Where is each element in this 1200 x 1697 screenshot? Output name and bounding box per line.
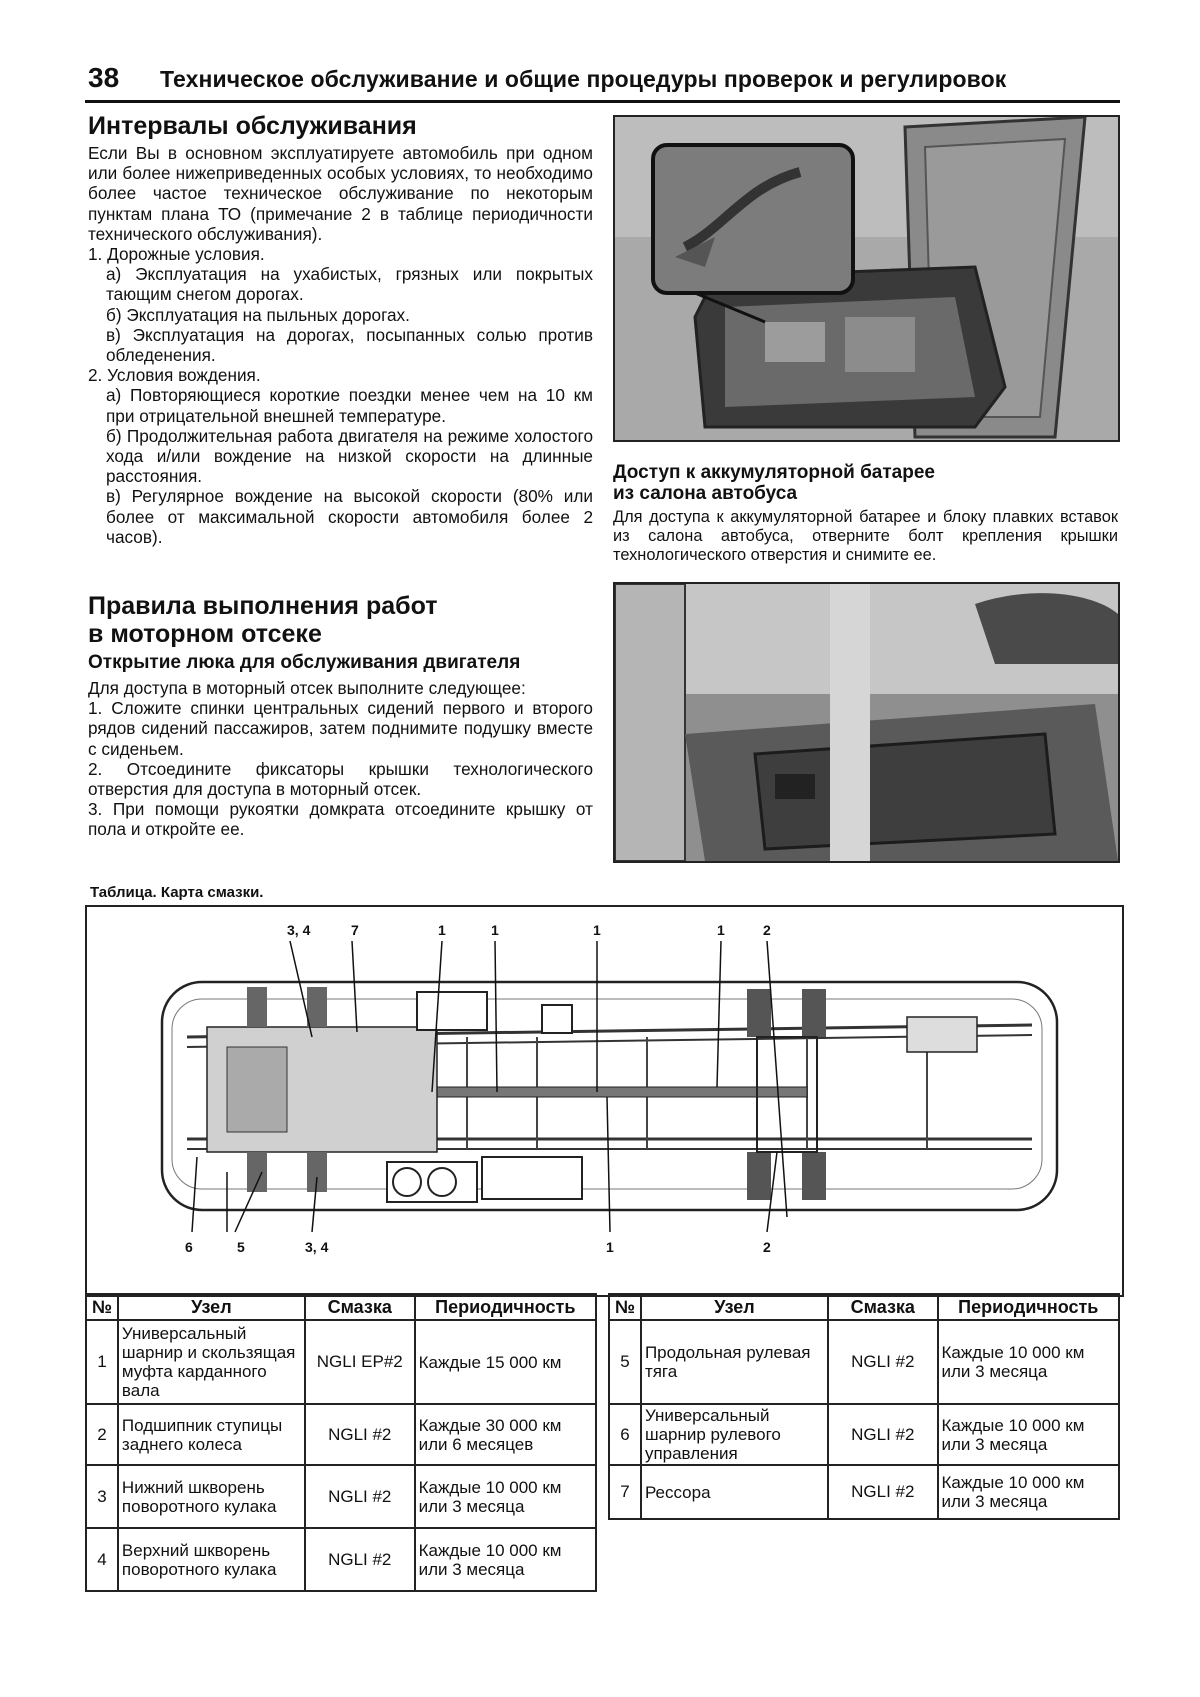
section-title-line2: в моторном отсеке: [88, 620, 322, 648]
row-number: 2: [86, 1404, 118, 1465]
driving-conditions-title: 2. Условия вождения.: [88, 365, 261, 386]
lube-table-left-header: [86, 1294, 596, 1320]
diagram-label-bottom-5: 5: [237, 1239, 245, 1255]
diagram-label-top-1a: 1: [438, 922, 446, 938]
table-row: [609, 1465, 1119, 1519]
driving-condition-c: в) Регулярное вождение на высокой скорости (80% или более от максимальной скорости автомобиля более 2 часов).: [106, 486, 593, 547]
row-period: Каждые 10 000 км или 3 месяца: [938, 1465, 1120, 1519]
col-header-period: Периодичность: [415, 1294, 596, 1320]
table-row: [609, 1404, 1119, 1465]
battery-access-illustration: [615, 584, 1118, 861]
row-period: Каждые 10 000 км или 3 месяца: [938, 1320, 1120, 1404]
lubrication-map-diagram: [85, 905, 1124, 1297]
row-lube: NGLI #2: [828, 1404, 937, 1465]
row-node: Верхний шкворень поворотного кулака: [118, 1528, 305, 1591]
section-title-intervals: Интервалы обслуживания: [88, 112, 417, 140]
header-rule: [85, 100, 1120, 103]
road-conditions-title: 1. Дорожные условия.: [88, 244, 265, 265]
col-header-period: Периодичность: [938, 1294, 1120, 1320]
battery-access-title: [613, 462, 935, 504]
engine-hatch-illustration: [615, 117, 1118, 440]
row-number: 1: [86, 1320, 118, 1404]
diagram-label-bottom-2: 2: [763, 1239, 771, 1255]
row-node: Рессора: [641, 1465, 828, 1519]
col-header-number: №: [609, 1294, 641, 1320]
lube-table-right-header: [609, 1294, 1119, 1320]
diagram-label-bottom-34: 3, 4: [305, 1239, 329, 1255]
road-condition-a: а) Эксплуатация на ухабистых, грязных или покрытых тающим снегом дорогах.: [106, 264, 593, 305]
row-number: 3: [86, 1465, 118, 1528]
section-title-engine-bay: [88, 592, 437, 648]
row-number: 5: [609, 1320, 641, 1404]
diagram-label-bottom-6: 6: [185, 1239, 193, 1255]
diagram-label-top-1d: 1: [717, 922, 725, 938]
col-header-number: №: [86, 1294, 118, 1320]
driving-condition-b: б) Продолжительная работа двигателя на режиме холостого хода и/или вождение на низкой скорости на длинные расстояния.: [106, 425, 593, 487]
driving-condition-a: а) Повторяющиеся короткие поездки менее чем на 10 км при отрицательной внешней температуре.: [106, 385, 593, 426]
row-lube: NGLI #2: [305, 1404, 415, 1465]
table-row: [86, 1465, 596, 1528]
row-lube: NGLI #2: [305, 1528, 415, 1591]
row-node: Универсальный шарнир рулевого управления: [641, 1404, 828, 1465]
road-condition-b: б) Эксплуатация на пыльных дорогах.: [106, 304, 410, 325]
diagram-label-top-7: 7: [351, 922, 359, 938]
table-row: [86, 1404, 596, 1465]
col-header-lube: Смазка: [828, 1294, 937, 1320]
diagram-label-top-1c: 1: [593, 922, 601, 938]
row-period: Каждые 15 000 км: [415, 1320, 596, 1404]
chassis-schematic: [87, 907, 1118, 1291]
engine-hatch-step-3: 3. При помощи рукоятки домкрата отсоедините крышку от пола и откройте ее.: [88, 799, 593, 840]
engine-hatch-step-2: 2. Отсоедините фиксаторы крышки технологического отверстия для доступа в моторный отсек.: [88, 758, 593, 800]
row-lube: NGLI EP#2: [305, 1320, 415, 1404]
road-condition-c: в) Эксплуатация на дорогах, посыпанных солью против обледенения.: [106, 324, 593, 366]
diagram-label-top-1b: 1: [491, 922, 499, 938]
row-lube: NGLI #2: [828, 1465, 937, 1519]
lube-table-left: [85, 1293, 597, 1592]
row-period: Каждые 10 000 км или 3 месяца: [938, 1404, 1120, 1465]
diagram-label-top-2: 2: [763, 922, 771, 938]
table-row: [86, 1320, 596, 1404]
row-node: Нижний шкворень поворотного кулака: [118, 1465, 305, 1528]
col-header-lube: Смазка: [305, 1294, 415, 1320]
section-title-line1: Правила выполнения работ: [88, 592, 438, 620]
row-node: Универсальный шарнир и скользящая муфта карданного вала: [118, 1320, 305, 1404]
row-lube: NGLI #2: [828, 1320, 937, 1404]
row-node: Подшипник ступицы заднего колеса: [118, 1404, 305, 1465]
col-header-node: Узел: [118, 1294, 305, 1320]
table-caption: Таблица. Карта смазки.: [90, 884, 264, 901]
photo-battery-access: [613, 582, 1120, 863]
row-period: Каждые 30 000 км или 6 месяцев: [415, 1404, 596, 1465]
photo-engine-hatch: [613, 115, 1120, 442]
engine-hatch-intro: Для доступа в моторный отсек выполните следующее:: [88, 678, 526, 698]
row-period: Каждые 10 000 км или 3 месяца: [415, 1528, 596, 1591]
row-period: Каждые 10 000 км или 3 месяца: [415, 1465, 596, 1528]
engine-hatch-body: [88, 678, 593, 840]
diagram-label-top-34: 3, 4: [287, 922, 311, 938]
page-number: 38: [88, 62, 120, 93]
battery-title-line2: из салона автобуса: [613, 483, 798, 504]
row-number: 6: [609, 1404, 641, 1465]
col-header-node: Узел: [641, 1294, 828, 1320]
table-row: [86, 1528, 596, 1591]
battery-access-text: Для доступа к аккумуляторной батарее и блоку плавких вставок из салона автобуса, отверните болт крепления крышки технологического отверстия и снимите ее.: [613, 508, 1118, 564]
row-node: Продольная рулевая тяга: [641, 1320, 828, 1404]
row-lube: NGLI #2: [305, 1465, 415, 1528]
intervals-intro: Если Вы в основном эксплуатируете автомобиль при одном или более нижеприведенных особых условиях, то необходимо более частое техническое обслуживание по некоторым пунктам плана ТО (примечание 2 в таблице периодичности технического обслуживания).: [88, 143, 593, 244]
battery-title-line1: Доступ к аккумуляторной батарее: [613, 462, 935, 483]
table-row: [609, 1320, 1119, 1404]
row-number: 4: [86, 1528, 118, 1591]
running-header-title: Техническое обслуживание и общие процедуры проверок и регулировок: [160, 66, 1007, 92]
intervals-body: [88, 143, 593, 547]
engine-hatch-subtitle: Открытие люка для обслуживания двигателя: [88, 652, 521, 673]
lube-table-right: [608, 1293, 1120, 1520]
diagram-label-bottom-1: 1: [606, 1239, 614, 1255]
row-number: 7: [609, 1465, 641, 1519]
engine-hatch-step-1: 1. Сложите спинки центральных сидений первого и второго рядов сидений пассажиров, затем поднимите подушку вместе с сиденьем.: [88, 698, 593, 759]
